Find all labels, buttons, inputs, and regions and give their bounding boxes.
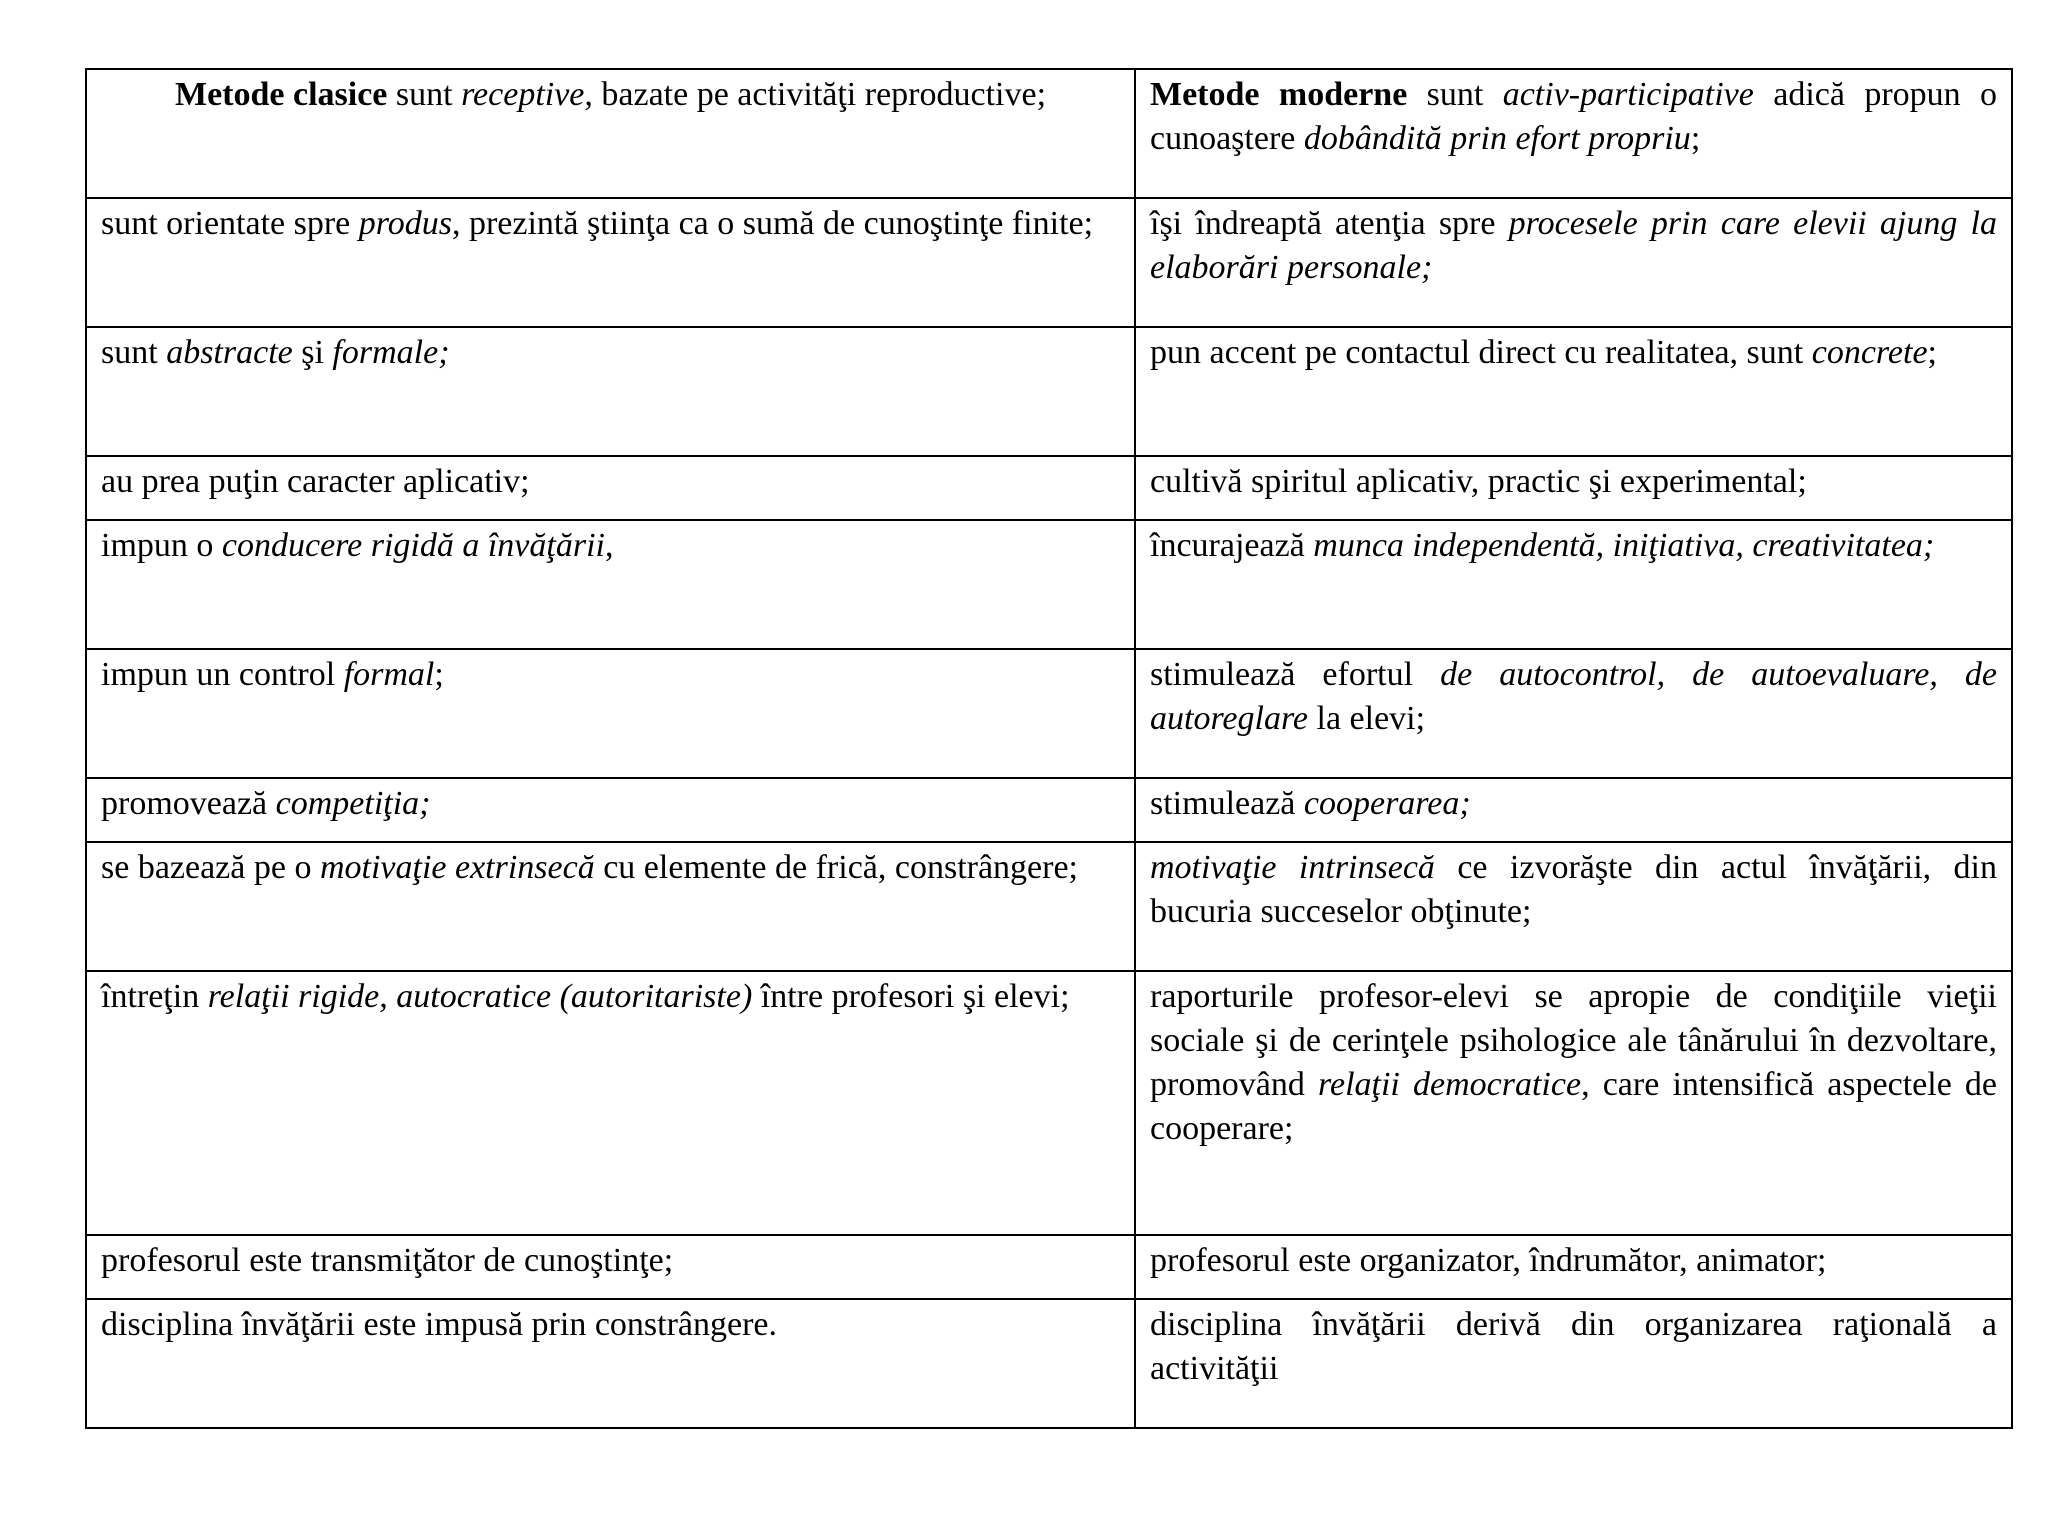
italic-text-segment: de autocontrol, de autoevaluare, de autoreglare — [1150, 656, 1997, 737]
table-row — [86, 69, 2012, 198]
modern-methods-header-cell — [1135, 69, 2012, 198]
italic-text-segment: conducere rigidă a învăţării — [221, 527, 605, 564]
text-segment: îşi îndreaptă atenţia spre — [1150, 205, 1509, 242]
modern-method-cell — [1135, 778, 2012, 842]
classic-method-cell — [86, 842, 1135, 971]
table-row — [86, 456, 2012, 520]
text-segment: între profesori şi elevi; — [752, 978, 1070, 1015]
italic-text-segment: dobândită prin efort propriu — [1303, 120, 1691, 157]
text-segment: raporturile profesor-elevi se apropie de condiţiile vieţii sociale şi de cerinţele psihologice ale tânărului în dezvoltare, promovând — [1150, 978, 1997, 1103]
text-segment: impun un control — [101, 656, 344, 693]
table-row — [86, 520, 2012, 649]
italic-text-segment: motivaţie extrinsecă — [319, 849, 595, 886]
text-segment: sunt orientate spre — [101, 205, 359, 242]
text-segment: , — [604, 527, 614, 564]
italic-text-segment: receptive, — [461, 76, 593, 113]
text-segment: cu elemente de frică, constrângere; — [594, 849, 1079, 886]
bold-text-segment: Metode moderne — [1150, 76, 1408, 113]
text-segment: stimulează efortul — [1150, 656, 1441, 693]
classic-method-cell — [86, 327, 1135, 456]
italic-text-segment: formale; — [332, 334, 450, 371]
text-segment: disciplina învăţării este impusă prin constrângere. — [101, 1306, 778, 1343]
modern-method-cell — [1135, 456, 2012, 520]
classic-method-cell — [86, 649, 1135, 778]
text-segment: încurajează — [1150, 527, 1314, 564]
italic-text-segment: concrete — [1811, 334, 1928, 371]
table-row — [86, 649, 2012, 778]
text-segment: sunt — [387, 76, 462, 113]
italic-text-segment: formal — [343, 656, 435, 693]
table-row — [86, 842, 2012, 971]
table-row — [86, 778, 2012, 842]
modern-method-cell — [1135, 971, 2012, 1235]
italic-text-segment: munca independentă, iniţiativa, creativitatea; — [1313, 527, 1935, 564]
text-segment: disciplina învăţării derivă din organizarea raţională a activităţii — [1150, 1306, 1997, 1387]
table-row — [86, 198, 2012, 327]
text-segment: , prezintă ştiinţa ca o sumă de cunoştinţe finite; — [451, 205, 1094, 242]
classic-method-cell — [86, 1299, 1135, 1428]
text-segment: au prea puţin caracter aplicativ; — [101, 463, 530, 500]
text-segment: impun o — [101, 527, 222, 564]
text-segment: la elevi; — [1308, 700, 1426, 737]
italic-text-segment: competiţia; — [275, 785, 431, 822]
text-segment: întreţin — [101, 978, 208, 1015]
text-segment: adică propun o cunoaştere — [1150, 76, 1998, 157]
italic-text-segment: relaţii democratice — [1318, 1066, 1582, 1103]
text-segment: ; — [1927, 334, 1937, 371]
classic-method-cell — [86, 778, 1135, 842]
text-segment: se bazează pe o — [101, 849, 320, 886]
modern-method-cell — [1135, 198, 2012, 327]
text-segment: profesorul este organizator, îndrumător, animator; — [1150, 1242, 1827, 1279]
modern-method-cell — [1135, 649, 2012, 778]
modern-method-cell — [1135, 327, 2012, 456]
text-segment: pun accent pe contactul direct cu realitatea, sunt — [1150, 334, 1812, 371]
bold-text-segment: Metode clasice — [174, 76, 388, 113]
classic-methods-header-cell — [86, 69, 1135, 198]
text-segment: bazate pe activităţi reproductive; — [592, 76, 1047, 113]
text-segment: ; — [1690, 120, 1701, 157]
text-segment: , care intensifică aspectele de cooperare; — [1150, 1066, 1998, 1147]
classic-method-cell — [86, 456, 1135, 520]
modern-method-cell — [1135, 842, 2012, 971]
modern-method-cell — [1135, 1299, 2012, 1428]
classic-method-cell — [86, 971, 1135, 1235]
table-row — [86, 1235, 2012, 1299]
text-segment: profesorul este transmiţător de cunoştinţe; — [101, 1242, 674, 1279]
table-row — [86, 1299, 2012, 1428]
classic-method-cell — [86, 520, 1135, 649]
italic-text-segment: cooperarea; — [1303, 785, 1471, 822]
table-row — [86, 971, 2012, 1235]
classic-method-cell — [86, 198, 1135, 327]
classic-method-cell — [86, 1235, 1135, 1299]
italic-text-segment: produs — [358, 205, 452, 242]
italic-text-segment: abstracte — [166, 334, 293, 371]
text-segment: sunt — [1407, 76, 1503, 113]
text-segment: cultivă spiritul aplicativ, practic şi experimental; — [1150, 463, 1807, 500]
italic-text-segment: relaţii rigide, autocratice (autoritariste) — [207, 978, 753, 1015]
text-segment: ce izvorăşte din actul învăţării, din bucuria succeselor obţinute; — [1150, 849, 1998, 930]
italic-text-segment: procesele prin care elevii ajung la elaborări personale; — [1150, 205, 1998, 286]
text-segment: şi — [292, 334, 333, 371]
italic-text-segment: motivaţie intrinsecă — [1150, 849, 1435, 886]
text-segment: ; — [434, 656, 444, 693]
italic-text-segment: activ-participative — [1502, 76, 1754, 113]
methods-comparison-table — [85, 68, 2013, 1429]
modern-method-cell — [1135, 1235, 2012, 1299]
text-segment: stimulează — [1150, 785, 1304, 822]
modern-method-cell — [1135, 520, 2012, 649]
text-segment: promovează — [101, 785, 276, 822]
text-segment: sunt — [101, 334, 167, 371]
table-row — [86, 327, 2012, 456]
